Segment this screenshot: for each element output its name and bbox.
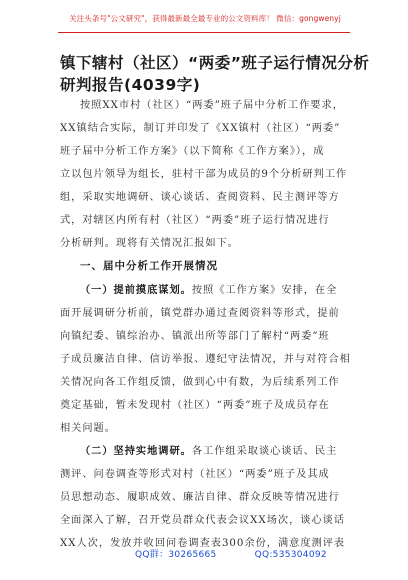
header-banner-text: 关注头条号"公文研究"，获得最新最全最专业的公文资料库！ 微信：gongwenyj [69,14,341,23]
paragraph-line: 全面深入了解，召开党员群众代表会议XX场次，谈心谈话 [60,515,346,526]
paragraph-field-research [60,440,350,555]
paragraph-early-planning [60,279,350,440]
paragraph-lead: （一）提前摸底谋划。 [80,285,192,296]
header-divider [58,32,350,33]
header-banner [60,13,350,31]
footer-contact [135,547,335,563]
intro-line: 式，对辖区内所有村（社区）“两委”班子运行情况进行 [60,215,330,226]
paragraph-line: 向镇纪委、镇综治办、镇派出所等部门了解村“两委”班 [60,331,330,342]
paragraph-first-line [60,279,350,302]
paragraph-first-line [60,440,350,463]
paragraph-first-rest: 按照《工作方案》安排，在全 [191,285,338,296]
paragraph-line: 员思想动态、履职成效、廉洁自律、群众反映等情况进行 [60,492,340,503]
paragraph-line: 相关问题。 [60,423,116,434]
intro-line: 按照XX市村（社区）“两委”班子届中分析工作要求， [80,100,344,111]
intro-paragraph [60,94,350,255]
footer-qq-number: QQ:535304092 [254,550,327,560]
footer-qq-group: QQ群：30265665 [135,550,217,560]
title-line-2: 研判报告(4039字) [60,76,201,94]
intro-line: 分析研判。现将有关情况汇报如下。 [60,238,239,249]
intro-line: 组，采取实地调研、谈心谈话、查阅资料、民主测评等方 [60,192,340,203]
intro-line: XX镇结合实际，制订并印发了《XX镇村（社区）“两委” [60,123,341,134]
paragraph-line: 奠定基础，暂未发现村（社区）“两委”班子及成员存在 [60,400,330,411]
intro-line: 班子届中分析工作方案》（以下简称《工作方案》），成 [60,146,325,157]
intro-line: 立以包片领导为组长，驻村干部为成员的9个分析研判工作 [60,169,348,180]
paragraph-line: 关情况向各工作组反馈，做到心中有数，为后续系列工作 [60,377,340,388]
paragraph-lead: （二）坚持实地调研。 [80,446,192,457]
paragraph-first-rest: 各工作组采取谈心谈话、民主 [191,446,338,457]
title-line-1: 镇下辖村（社区）“两委”班子运行情况分析 [60,54,370,72]
paragraph-line: 面开展调研分析前，镇党群办通过查阅资料等形式，提前 [60,308,340,319]
section-heading: 一、届中分析工作开展情况 [80,260,218,272]
paragraph-line: 测评、问卷调查等形式对村（社区）“两委”班子及其成 [60,469,330,480]
paragraph-line: XX人次，发放并收回问卷调查表300余份，满意度测评表 [60,538,346,549]
document-title [60,52,370,96]
paragraph-line: 子成员廉洁自律、信访举报、遵纪守法情况，并与对符合相 [60,354,351,365]
